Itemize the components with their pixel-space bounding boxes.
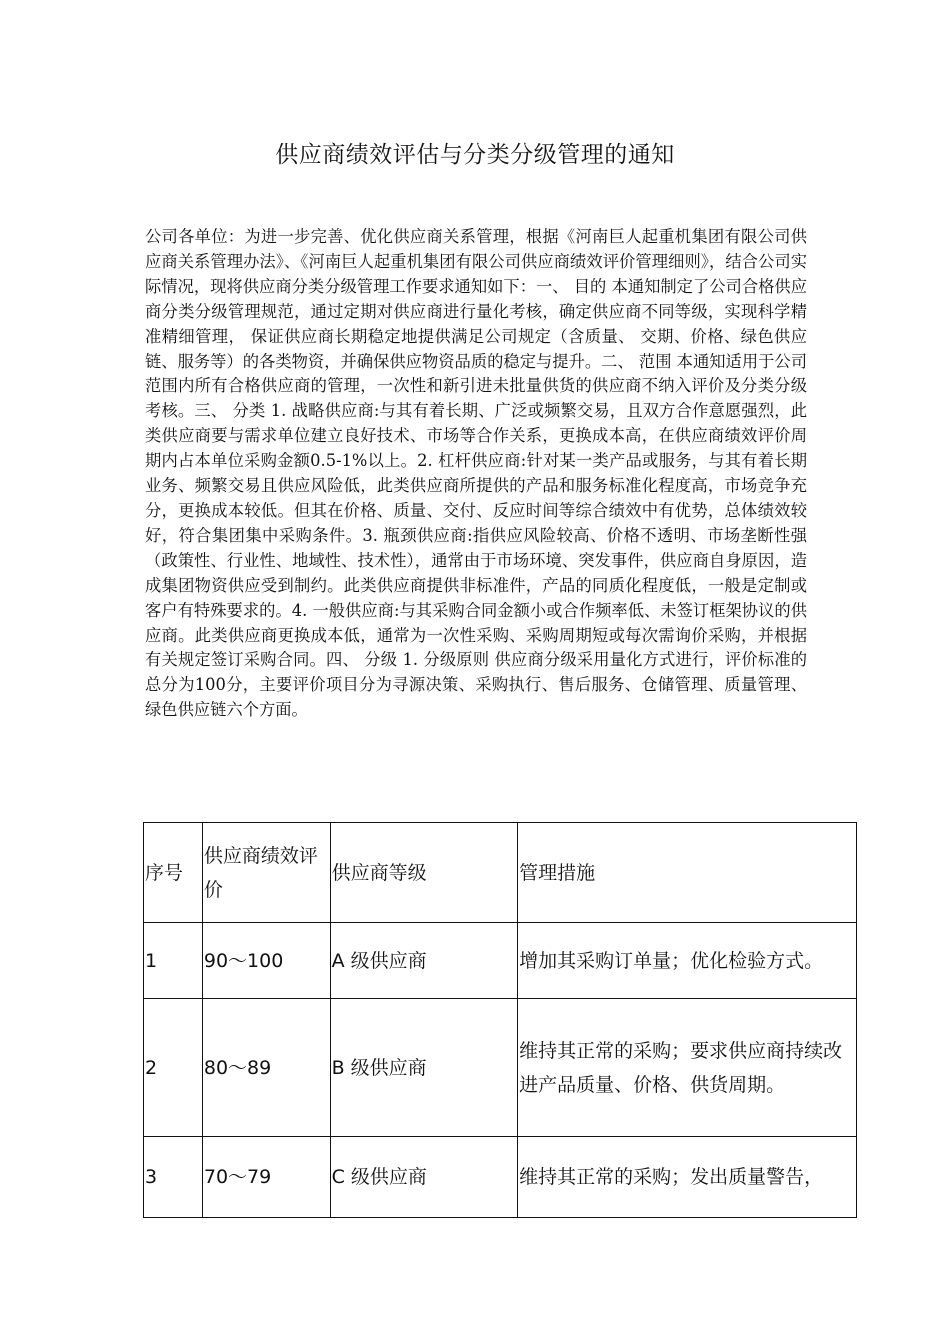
header-grade: 供应商等级 (330, 823, 517, 923)
cell-score: 80～89 (202, 999, 330, 1137)
cell-measure: 维持其正常的采购；发出质量警告， (518, 1137, 857, 1218)
cell-grade: C 级供应商 (330, 1137, 517, 1218)
cell-grade: A 级供应商 (330, 923, 517, 999)
cell-measure: 维持其正常的采购；要求供应商持续改进产品质量、价格、供货周期。 (518, 999, 857, 1137)
cell-grade: B 级供应商 (330, 999, 517, 1137)
cell-measure: 增加其采购订单量；优化检验方式。 (518, 923, 857, 999)
table-row (144, 1137, 857, 1218)
cell-no: 1 (144, 923, 203, 999)
cell-score: 90～100 (202, 923, 330, 999)
header-score: 供应商绩效评价 (202, 823, 330, 923)
table-row (144, 999, 857, 1137)
table-row (144, 923, 857, 999)
header-no: 序号 (144, 823, 203, 923)
supplier-grade-table (143, 822, 857, 1218)
cell-no: 3 (144, 1137, 203, 1218)
document-title: 供应商绩效评估与分类分级管理的通知 (275, 142, 675, 168)
cell-score: 70～79 (202, 1137, 330, 1218)
table-header-row (144, 823, 857, 923)
cell-no: 2 (144, 999, 203, 1137)
header-measure: 管理措施 (518, 823, 857, 923)
notice-body-text: 公司各单位：为进一步完善、优化供应商关系管理，根据《河南巨人起重机集团有限公司供应商关系管理办法》、《河南巨人起重机集团有限公司供应商绩效评价管理细则》，结合公司实际情况，现将供应商分类分级管理工作要求通知如下：一、 目的 本通知制定了公司合格供应商分类分级管理规范，通过定期对供应商进行量化考核，确定供应商不同等级，实现科学精准精细管理， 保证供应商长期稳定地提供满足公司规定（含质量、 交期、价格、绿色供应链、服务等）的各类物资，并确保供应物资品质的稳定与提升。二、 范围 本通知适用于公司范围内所有合格供应商的管理，一次性和新引进未批量供货的供应商不纳入评价及分类分级考核。三、 分类 1. 战略供应商:与其有着长期、广泛或频繁交易，且双方合作意愿强烈，此类供应商要与需求单位建立良好技术、市场等合作关系，更换成本高，在供应商绩效评价周期内占本单位采购金额0.5-1%以上。2. 杠杆供应商:针对某一类产品或服务，与其有着长期业务、频繁交易且供应风险低，此类供应商所提供的产品和服务标准化程度高，市场竞争充分，更换成本较低。但其在价格、质量、交付、反应时间等综合绩效中有优势，总体绩效较好，符合集团集中采购条件。3. 瓶颈供应商:指供应风险较高、价格不透明、市场垄断性强（政策性、行业性、地域性、技术性），通常由于市场环境、突发事件，供应商自身原因，造成集团物资供应受到制约。此类供应商提供非标准件，产品的同质化程度低，一般是定制或客户有特殊要求的。4. 一般供应商:与其采购合同金额小或合作频率低、未签订框架协议的供应商。此类供应商更换成本低，通常为一次性采购、采购周期短或每次需询价采购，并根据有关规定签订采购合同。四、 分级 1. 分级原则 供应商分级采用量化方式进行，评价标准的总分为100分，主要评价项目分为寻源决策、采购执行、售后服务、仓储管理、质量管理、绿色供应链六个方面。 (145, 227, 807, 720)
